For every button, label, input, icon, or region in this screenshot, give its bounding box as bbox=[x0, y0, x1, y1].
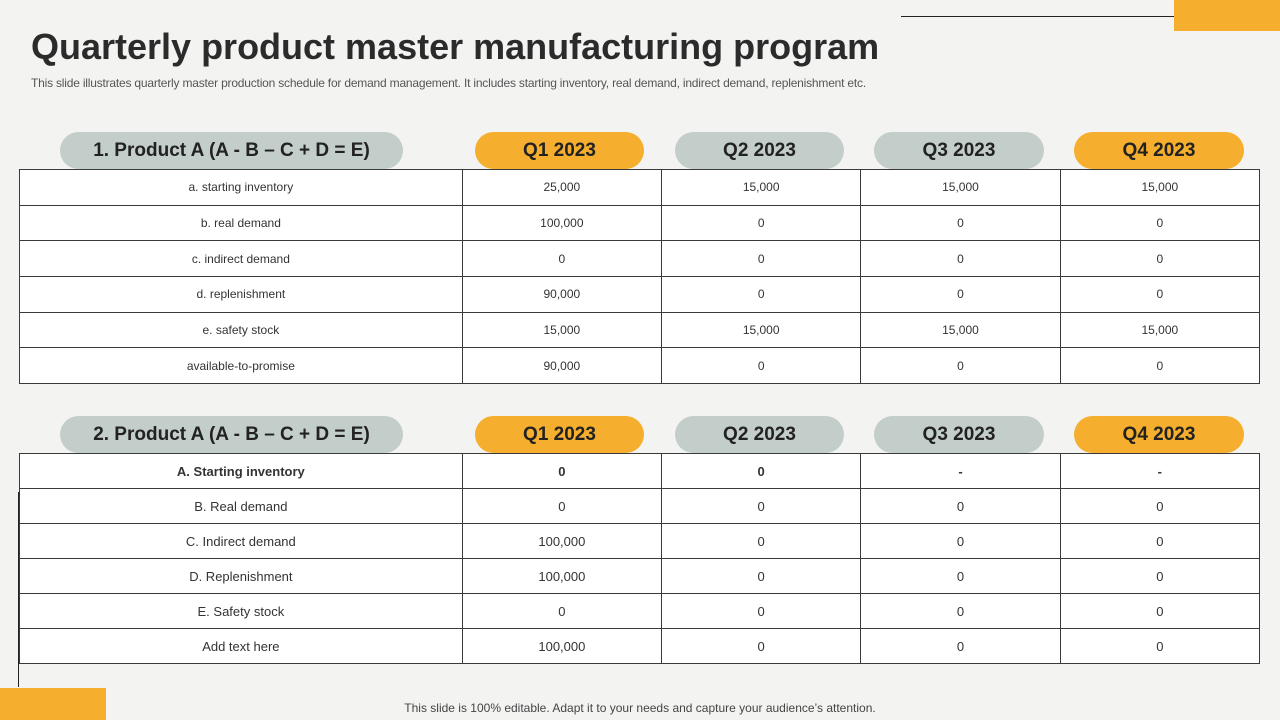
table-row bbox=[20, 277, 1260, 313]
cell-q3: 0 bbox=[861, 348, 1060, 384]
slide-title: Quarterly product master manufacturing program bbox=[31, 26, 880, 67]
row-label: B. Real demand bbox=[20, 489, 463, 524]
cell-q1: 0 bbox=[462, 489, 661, 524]
cell-q4: 0 bbox=[1060, 559, 1259, 594]
quarter-header-q2: Q2 2023 bbox=[675, 416, 844, 453]
row-label: A. Starting inventory bbox=[20, 454, 463, 489]
cell-q3: 0 bbox=[861, 594, 1060, 629]
row-label: E. Safety stock bbox=[20, 594, 463, 629]
cell-q4: 15,000 bbox=[1060, 170, 1259, 206]
quarter-header-q1: Q1 2023 bbox=[475, 416, 644, 453]
cell-q3: 0 bbox=[861, 629, 1060, 664]
cell-q1: 90,000 bbox=[462, 277, 661, 313]
row-label: available-to-promise bbox=[20, 348, 463, 384]
cell-q2: 0 bbox=[662, 241, 861, 277]
top-decorative-line bbox=[901, 16, 1209, 17]
cell-q2: 0 bbox=[662, 489, 861, 524]
cell-q2: 0 bbox=[662, 277, 861, 313]
cell-q2: 0 bbox=[662, 594, 861, 629]
cell-q4: 0 bbox=[1060, 241, 1259, 277]
table-row bbox=[20, 489, 1260, 524]
cell-q3: - bbox=[861, 454, 1060, 489]
cell-q3: 15,000 bbox=[861, 312, 1060, 348]
row-label: a. starting inventory bbox=[20, 170, 463, 206]
cell-q2: 15,000 bbox=[662, 312, 861, 348]
top-accent-block bbox=[1174, 0, 1280, 31]
cell-q2: 0 bbox=[662, 454, 861, 489]
cell-q2: 0 bbox=[662, 559, 861, 594]
cell-q1: 25,000 bbox=[462, 170, 661, 206]
cell-q4: 0 bbox=[1060, 594, 1259, 629]
table-row bbox=[20, 454, 1260, 489]
cell-q1: 100,000 bbox=[462, 205, 661, 241]
cell-q3: 0 bbox=[861, 524, 1060, 559]
cell-q2: 0 bbox=[662, 524, 861, 559]
cell-q3: 0 bbox=[861, 559, 1060, 594]
cell-q1: 100,000 bbox=[462, 629, 661, 664]
cell-q1: 90,000 bbox=[462, 348, 661, 384]
row-label: D. Replenishment bbox=[20, 559, 463, 594]
product-label-pill: 2. Product A (A - B – C + D = E) bbox=[60, 416, 403, 453]
table-row bbox=[20, 312, 1260, 348]
cell-q4: 0 bbox=[1060, 205, 1259, 241]
quarter-header-q1: Q1 2023 bbox=[475, 132, 644, 169]
cell-q3: 0 bbox=[861, 489, 1060, 524]
cell-q1: 100,000 bbox=[462, 559, 661, 594]
cell-q2: 15,000 bbox=[662, 170, 861, 206]
table-row bbox=[20, 524, 1260, 559]
cell-q4: 15,000 bbox=[1060, 312, 1259, 348]
cell-q2: 0 bbox=[662, 205, 861, 241]
row-label: Add text here bbox=[20, 629, 463, 664]
cell-q4: 0 bbox=[1060, 524, 1259, 559]
table-row bbox=[20, 348, 1260, 384]
cell-q1: 15,000 bbox=[462, 312, 661, 348]
cell-q4: 0 bbox=[1060, 489, 1259, 524]
schedule-table-1 bbox=[19, 169, 1260, 384]
quarter-header-q3: Q3 2023 bbox=[874, 132, 1044, 169]
cell-q2: 0 bbox=[662, 629, 861, 664]
table-row bbox=[20, 594, 1260, 629]
cell-q3: 0 bbox=[861, 241, 1060, 277]
cell-q1: 0 bbox=[462, 594, 661, 629]
cell-q1: 0 bbox=[462, 454, 661, 489]
table-row bbox=[20, 170, 1260, 206]
quarter-header-q2: Q2 2023 bbox=[675, 132, 844, 169]
table-row bbox=[20, 205, 1260, 241]
slide-subtitle: This slide illustrates quarterly master production schedule for demand management. It includes starting inventory, real demand, indirect demand, replenishment etc. bbox=[31, 76, 866, 90]
row-label: d. replenishment bbox=[20, 277, 463, 313]
slide-footer: This slide is 100% editable. Adapt it to your needs and capture your audience’s attention. bbox=[404, 701, 876, 715]
schedule-table-2 bbox=[19, 453, 1260, 664]
cell-q1: 0 bbox=[462, 241, 661, 277]
table-row bbox=[20, 629, 1260, 664]
row-label: c. indirect demand bbox=[20, 241, 463, 277]
product-label-pill: 1. Product A (A - B – C + D = E) bbox=[60, 132, 403, 169]
cell-q3: 15,000 bbox=[861, 170, 1060, 206]
row-label: b. real demand bbox=[20, 205, 463, 241]
table-row bbox=[20, 241, 1260, 277]
cell-q4: 0 bbox=[1060, 348, 1259, 384]
cell-q4: 0 bbox=[1060, 277, 1259, 313]
cell-q4: 0 bbox=[1060, 629, 1259, 664]
cell-q4: - bbox=[1060, 454, 1259, 489]
quarter-header-q4: Q4 2023 bbox=[1074, 132, 1244, 169]
quarter-header-q4: Q4 2023 bbox=[1074, 416, 1244, 453]
cell-q1: 100,000 bbox=[462, 524, 661, 559]
table-row bbox=[20, 559, 1260, 594]
row-label: e. safety stock bbox=[20, 312, 463, 348]
quarter-header-q3: Q3 2023 bbox=[874, 416, 1044, 453]
cell-q2: 0 bbox=[662, 348, 861, 384]
row-label: C. Indirect demand bbox=[20, 524, 463, 559]
cell-q3: 0 bbox=[861, 277, 1060, 313]
cell-q3: 0 bbox=[861, 205, 1060, 241]
